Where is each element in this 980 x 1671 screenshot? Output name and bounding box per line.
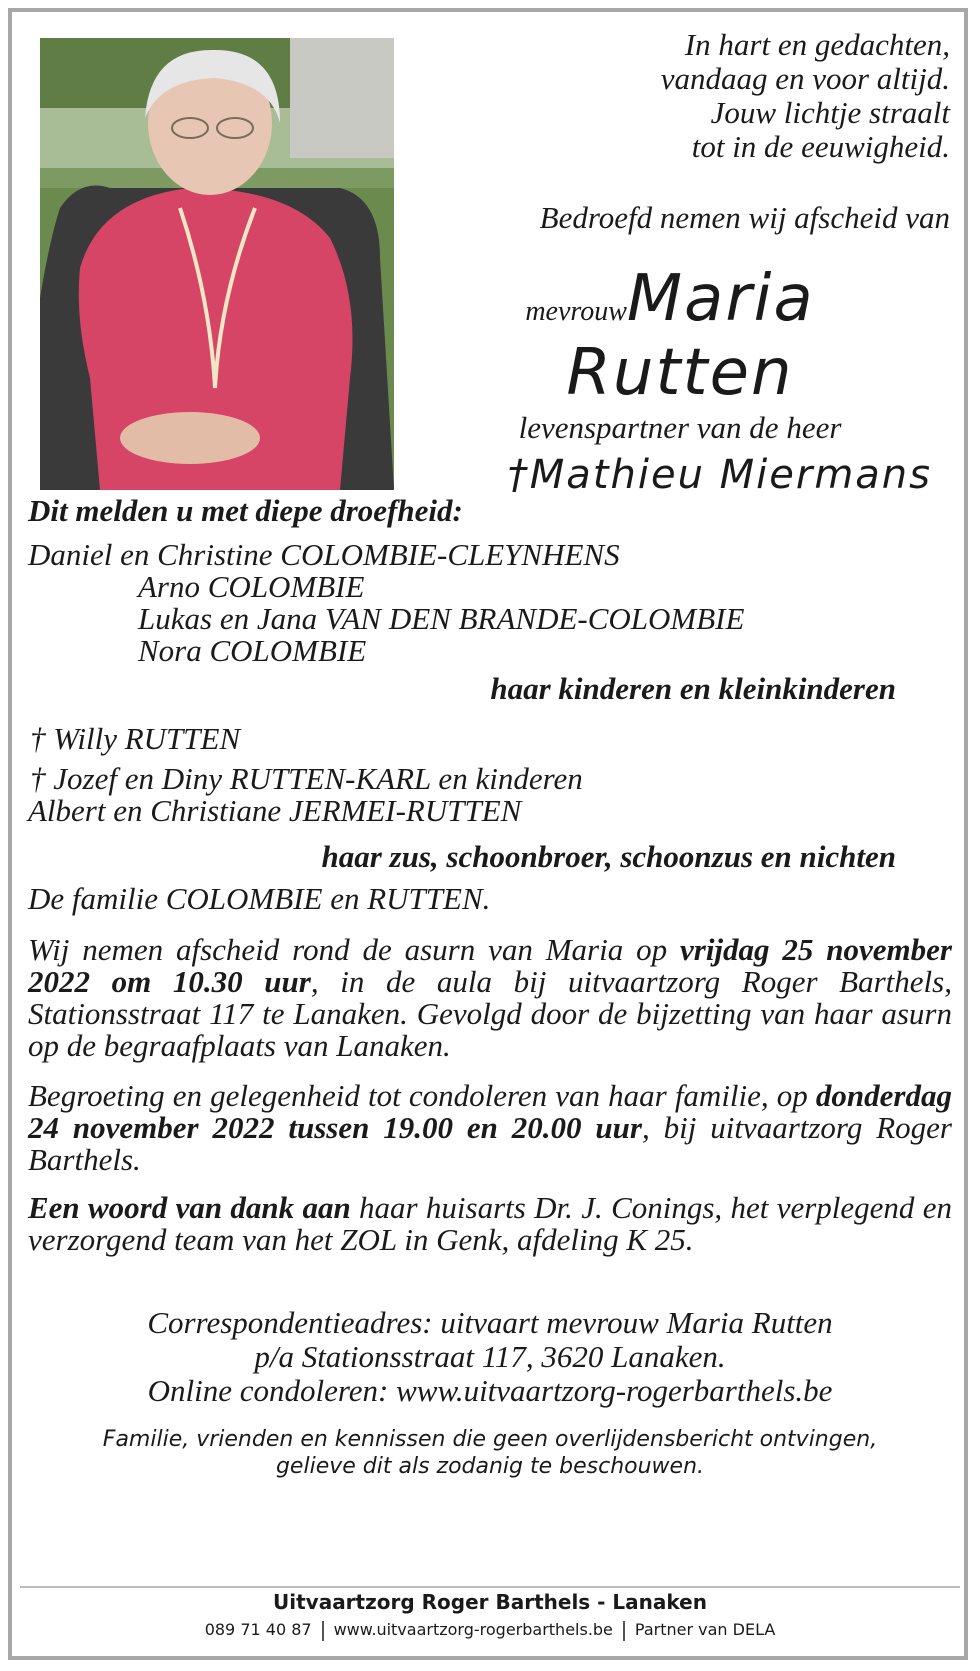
notice-line: gelieve dit als zodanig te beschouwen. [275, 1454, 705, 1479]
deceased-first-line [440, 262, 900, 336]
online-condolence-link[interactable]: Online condoleren: www.uitvaartzorg-rogerbarthels.be [147, 1373, 833, 1408]
notice-text [28, 1426, 952, 1480]
footer-separator [322, 1621, 324, 1641]
children-caption: haar kinderen en kleinkinderen [490, 671, 896, 706]
deceased-first-name: Maria [626, 262, 815, 336]
thanks-heading: Een woord van dank aan [28, 1190, 351, 1225]
memorial-poem [520, 28, 950, 164]
poem-line: vandaag en voor altijd. [660, 61, 950, 96]
footer-partner: Partner van DELA [634, 1620, 776, 1639]
partner-relation: levenspartner van de heer [518, 410, 842, 445]
portrait-photo [40, 38, 394, 490]
farewell-paragraph [28, 934, 952, 1062]
poem-line: Jouw lichtje straalt [710, 95, 950, 130]
correspondence-block [28, 1306, 952, 1408]
deceased-last-name: Rutten [566, 336, 794, 410]
partner-name: †Mathieu Miermans [507, 452, 932, 498]
family-line: De familie COLOMBIE en RUTTEN. [28, 881, 491, 916]
footer-contact [0, 1620, 980, 1641]
sibling-line: † Jozef en Diny RUTTEN-KARL en kinderen [30, 761, 583, 796]
condolence-text: Begroeting en gelegenheid tot condoleren van haar familie, op [28, 1078, 816, 1113]
footer-separator [623, 1621, 625, 1641]
mourners-intro: Dit melden u met diepe droefheid: [28, 493, 463, 528]
sibling-line: Albert en Christiane JERMEI-RUTTEN [28, 793, 522, 828]
announcement-text: Bedroefd nemen wij afscheid van [539, 200, 950, 235]
footer-divider [20, 1586, 960, 1588]
correspondence-address: Correspondentieadres: uitvaart mevrouw Maria Rutten [147, 1305, 833, 1340]
farewell-date: vrijdag 25 november 2022 om 10.30 uur [28, 932, 952, 999]
notice-line: Familie, vrienden en kennissen die geen overlijdensbericht ontvingen, [102, 1427, 878, 1452]
footer-website-link[interactable]: www.uitvaartzorg-rogerbarthels.be [333, 1620, 613, 1639]
condolence-paragraph [28, 1080, 952, 1176]
funeral-home-name: Uitvaartzorg Roger Barthels - Lanaken [273, 1590, 707, 1614]
child-line: Arno COLOMBIE [138, 569, 365, 604]
thanks-paragraph [28, 1192, 952, 1256]
farewell-location: , in de aula bij uitvaartzorg Roger Barthels, Stationsstraat 117 te Lanaken. Gevolgd door de bijzetting van haar asurn op de begraafplaats van Lanaken. [28, 964, 952, 1063]
correspondence-street: p/a Stationsstraat 117, 3620 Lanaken. [254, 1339, 726, 1374]
footer-phone[interactable]: 089 71 40 87 [204, 1620, 312, 1639]
condolence-date: donderdag 24 november 2022 tussen 19.00 en 20.00 uur [28, 1078, 952, 1145]
child-line: Nora COLOMBIE [138, 633, 367, 668]
child-line: Daniel en Christine COLOMBIE-CLEYNHENS [28, 537, 620, 572]
deceased-title: mevrouw [525, 296, 627, 327]
condolence-location: , bij uitvaartzorg Roger Barthels. [28, 1110, 952, 1177]
poem-line: tot in de eeuwigheid. [691, 129, 950, 164]
siblings-caption: haar zus, schoonbroer, schoonzus en nichten [321, 839, 896, 874]
child-line: Lukas en Jana VAN DEN BRANDE-COLOMBIE [138, 601, 745, 636]
farewell-text: Wij nemen afscheid rond de asurn van Maria op [28, 932, 680, 967]
poem-line: In hart en gedachten, [684, 27, 950, 62]
thanks-text: haar huisarts Dr. J. Conings, het verplegend en verzorgend team van het ZOL in Genk, afdeling K 25. [28, 1190, 952, 1257]
sibling-line: † Willy RUTTEN [30, 721, 241, 756]
